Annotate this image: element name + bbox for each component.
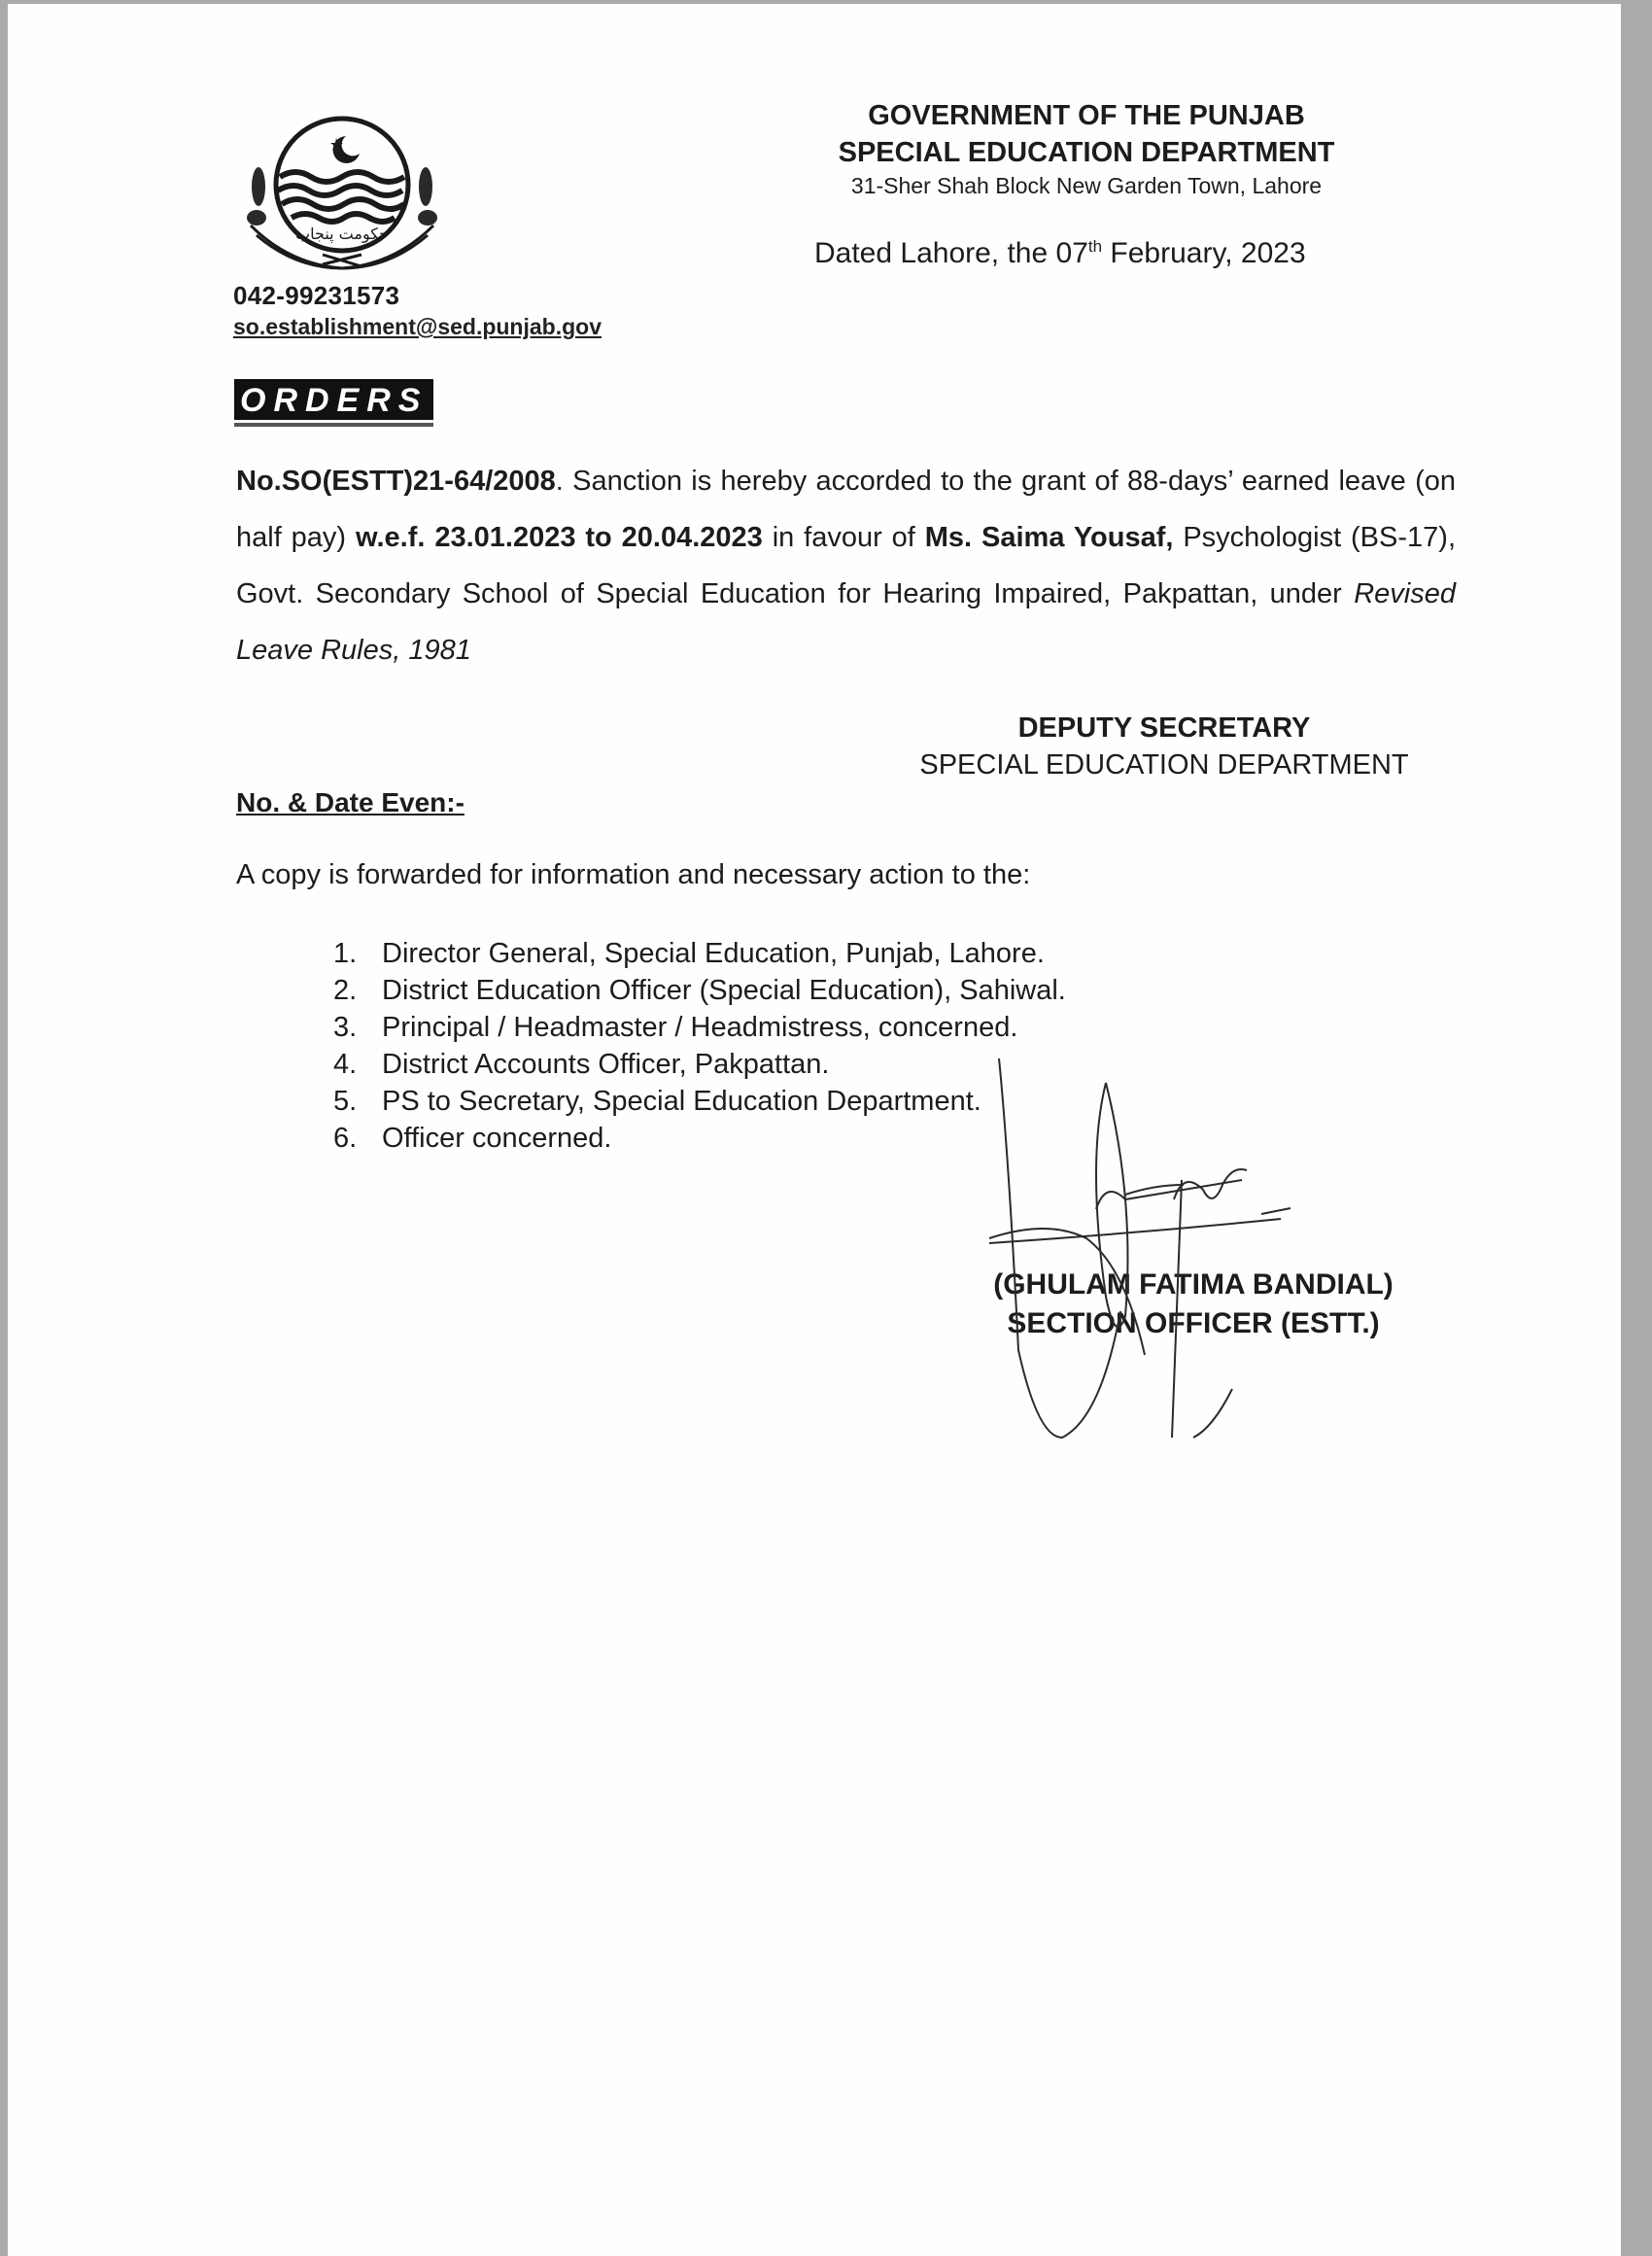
leave-period: w.e.f. 23.01.2023 to 20.04.2023 xyxy=(355,522,763,553)
order-number: No.SO(ESTT)21-64/2008 xyxy=(236,466,556,497)
address: 31-Sher Shah Block New Garden Town, Lahore xyxy=(850,173,1323,198)
deputy-secretary-block xyxy=(863,710,1465,783)
item-number: 5. xyxy=(333,1086,358,1117)
document-page xyxy=(8,4,1621,2256)
list-item xyxy=(333,1083,1066,1120)
employee-name: Ms. Saima Yousaf, xyxy=(924,522,1174,553)
item-text: District Accounts Officer, Pakpattan. xyxy=(382,1049,830,1080)
department-title: SPECIAL EDUCATION DEPARTMENT xyxy=(838,137,1335,168)
item-number: 3. xyxy=(333,1012,358,1043)
endorsement-intro: A copy is forwarded for information and necessary action to the: xyxy=(236,859,1031,890)
endorsement-heading: No. & Date Even:- xyxy=(236,787,465,817)
date-line xyxy=(814,237,1306,270)
list-item xyxy=(333,1120,1066,1157)
order-text-3: Psychologist (BS-17), Govt. Secondary School of Special Education for Hearing Impaired, Pakpattan, under xyxy=(236,522,1456,609)
government-title: GOVERNMENT OF THE PUNJAB xyxy=(868,100,1305,131)
deputy-secretary-department: SPECIAL EDUCATION DEPARTMENT xyxy=(919,749,1409,781)
recipient-list xyxy=(333,935,1066,1157)
leave-rules: Revised Leave Rules, 1981 xyxy=(236,578,1456,666)
officer-designation: SECTION OFFICER (ESTT.) xyxy=(1007,1307,1380,1339)
list-item xyxy=(333,1046,1066,1083)
item-text: Director General, Special Education, Punjab, Lahore. xyxy=(382,938,1045,969)
letterhead-block xyxy=(775,97,1397,200)
section-officer-block xyxy=(941,1266,1446,1343)
item-text: District Education Officer (Special Education), Sahiwal. xyxy=(382,975,1066,1006)
punjab-emblem-icon xyxy=(237,109,447,276)
item-number: 1. xyxy=(333,938,358,969)
date-ordinal: th xyxy=(1087,237,1103,256)
item-text: Principal / Headmaster / Headmistress, concerned. xyxy=(382,1012,1018,1043)
order-text-2: in favour of xyxy=(762,522,925,553)
deputy-secretary-title: DEPUTY SECRETARY xyxy=(1017,712,1311,744)
email-link[interactable]: so.establishment@sed.punjab.gov xyxy=(233,314,602,339)
phone-number: 042-99231573 xyxy=(233,281,400,310)
order-paragraph xyxy=(236,453,1456,678)
date-rest: February, 2023 xyxy=(1102,237,1306,269)
orders-heading: ORDERS xyxy=(234,379,433,423)
order-text-1: . Sanction is hereby accorded to the grant of 88-days’ earned leave (on half pay) xyxy=(236,466,1456,553)
item-text: Officer concerned. xyxy=(382,1123,612,1154)
officer-name: (GHULAM FATIMA BANDIAL) xyxy=(993,1268,1394,1301)
list-item xyxy=(333,935,1066,972)
list-item xyxy=(333,1009,1066,1046)
date-prefix: Dated Lahore, the 07 xyxy=(814,237,1088,269)
svg-text:حکومت پنجاب: حکومت پنجاب xyxy=(295,225,389,243)
list-item xyxy=(333,972,1066,1009)
item-text: PS to Secretary, Special Education Department. xyxy=(382,1086,981,1117)
item-number: 2. xyxy=(333,975,358,1006)
item-number: 4. xyxy=(333,1049,358,1080)
item-number: 6. xyxy=(333,1123,358,1154)
